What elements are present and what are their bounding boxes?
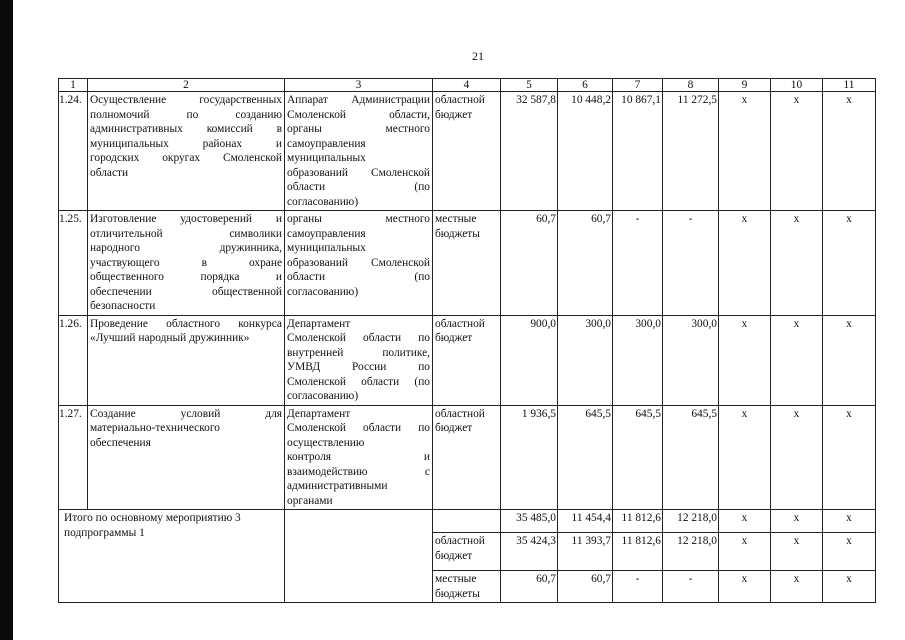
mark-cell-v9: х: [719, 211, 771, 316]
value-cell-v5: 32 587,8: [501, 92, 558, 211]
activity-name-line: «Лучший народный дружинник»: [90, 332, 250, 344]
value-cell-v8: 11 272,5: [663, 92, 719, 211]
executor-line: внутренней политике,: [287, 346, 430, 359]
activity-name-line: Изготовление удостоверений и: [90, 213, 282, 225]
value-cell-v7: 10 867,1: [613, 92, 663, 211]
mark-cell-v9: х: [719, 405, 771, 510]
value-cell-v7: 300,0: [613, 315, 663, 405]
header-cell: 5: [501, 79, 558, 92]
row-number-cell: 1.24.: [59, 92, 88, 211]
value-cell-v8: 300,0: [663, 315, 719, 405]
value-cell-v6: 11 393,7: [558, 533, 613, 571]
value-cell-v5: 35 485,0: [501, 510, 558, 533]
executor-line: области (по: [287, 181, 430, 193]
table-body: [59, 79, 876, 603]
header-cell: 9: [719, 79, 771, 92]
activity-name-line: обеспечения: [90, 436, 151, 449]
value-cell-v8: -: [663, 211, 719, 316]
mark-cell-v9: х: [719, 510, 771, 533]
mark-cell-v10: х: [771, 405, 823, 510]
activity-name-cell: [88, 211, 285, 316]
header-cell: 1: [59, 79, 88, 92]
mark-cell-v10: х: [771, 533, 823, 571]
activity-name-line: отличительной символики: [90, 227, 282, 240]
funding-source-cell: областной бюджет: [433, 92, 501, 211]
executor-cell: [285, 211, 433, 316]
header-cell: 2: [88, 79, 285, 92]
funding-source-cell: местные бюджеты: [433, 571, 501, 603]
row-number-cell: 1.26.: [59, 315, 88, 405]
page-number: 21: [472, 49, 484, 63]
value-cell-v6: 60,7: [558, 211, 613, 316]
funding-source-cell: областной бюджет: [433, 533, 501, 571]
executor-line: согласованию): [287, 285, 359, 298]
value-cell-v8: 645,5: [663, 405, 719, 510]
executor-line: Аппарат Администрации: [287, 94, 430, 106]
value-cell-v6: 10 448,2: [558, 92, 613, 211]
header-cell: 8: [663, 79, 719, 92]
mark-cell-v10: х: [771, 571, 823, 603]
value-cell-v6: 645,5: [558, 405, 613, 510]
activity-name-line: Проведение областного конкурса: [90, 317, 282, 330]
executor-line: согласованию): [287, 390, 359, 402]
value-cell-v6: 300,0: [558, 315, 613, 405]
activity-name-line: общественного порядка и: [90, 271, 282, 283]
executor-line: Смоленской области по: [287, 422, 430, 434]
executor-line: Департамент: [287, 317, 351, 330]
executor-line: области (по: [287, 271, 430, 283]
mark-cell-v10: х: [771, 315, 823, 405]
executor-line: Департамент: [287, 407, 351, 420]
row-number-cell: 1.25.: [59, 211, 88, 316]
scan-edge-bar: [0, 0, 13, 640]
executor-line: Смоленской области,: [287, 108, 430, 121]
value-cell-v6: 60,7: [558, 571, 613, 603]
executor-line: Смоленской области по: [287, 332, 430, 344]
mark-cell-v9: х: [719, 92, 771, 211]
table-row: [59, 92, 876, 211]
executor-line: согласованию): [287, 195, 359, 208]
row-number-cell: 1.27.: [59, 405, 88, 510]
mark-cell-v11: х: [823, 533, 876, 571]
table-row: [59, 211, 876, 316]
total-executor-cell: [285, 510, 433, 603]
executor-line: органы местного: [287, 213, 430, 225]
value-cell-v5: 900,0: [501, 315, 558, 405]
activity-name-line: Создание условий для: [90, 407, 282, 420]
activity-name-line: обеспечении общественной: [90, 285, 282, 298]
mark-cell-v9: х: [719, 571, 771, 603]
header-cell: 10: [771, 79, 823, 92]
executor-line: муниципальных: [287, 152, 366, 164]
value-cell-v5: 1 936,5: [501, 405, 558, 510]
executor-line: административными: [287, 480, 388, 492]
funding-source-cell: областной бюджет: [433, 405, 501, 510]
activity-name-line: области: [90, 166, 129, 179]
mark-cell-v11: х: [823, 211, 876, 316]
activity-name-line: муниципальных районах и: [90, 137, 282, 150]
executor-line: муниципальных: [287, 242, 366, 254]
executor-cell: [285, 405, 433, 510]
value-cell-v7: 645,5: [613, 405, 663, 510]
funding-source-cell: местные бюджеты: [433, 211, 501, 316]
executor-line: образований Смоленской: [287, 256, 430, 269]
table-row: [59, 315, 876, 405]
executor-line: Смоленской области (по: [287, 375, 430, 388]
mark-cell-v10: х: [771, 510, 823, 533]
activity-name-line: полномочий по созданию: [90, 108, 282, 121]
executor-line: контроля и: [287, 451, 430, 463]
activity-name-line: Осуществление государственных: [90, 94, 282, 106]
funding-source-cell: [433, 510, 501, 533]
activity-name-line: народного дружинника,: [90, 242, 282, 254]
executor-line: образований Смоленской: [287, 166, 430, 179]
value-cell-v5: 60,7: [501, 571, 558, 603]
mark-cell-v9: х: [719, 533, 771, 571]
activity-name-line: городских округах Смоленской: [90, 152, 282, 164]
value-cell-v5: 60,7: [501, 211, 558, 316]
value-cell-v8: 12 218,0: [663, 533, 719, 571]
value-cell-v6: 11 454,4: [558, 510, 613, 533]
activity-name-cell: [88, 92, 285, 211]
header-cell: 7: [613, 79, 663, 92]
executor-line: органами: [287, 494, 333, 507]
value-cell-v7: 11 812,6: [613, 533, 663, 571]
header-cell: 11: [823, 79, 876, 92]
header-cell: 6: [558, 79, 613, 92]
executor-cell: [285, 315, 433, 405]
mark-cell-v10: х: [771, 92, 823, 211]
activity-name-line: материально-технического: [90, 422, 220, 434]
funding-source-cell: областной бюджет: [433, 315, 501, 405]
table-row: [59, 405, 876, 510]
value-cell-v5: 35 424,3: [501, 533, 558, 571]
activity-name-line: участвующего в охране: [90, 256, 282, 269]
value-cell-v7: -: [613, 211, 663, 316]
total-row: [59, 510, 876, 533]
header-cell: 4: [433, 79, 501, 92]
activity-name-line: административных комиссий в: [90, 123, 282, 135]
budget-table: [58, 78, 876, 603]
mark-cell-v11: х: [823, 315, 876, 405]
mark-cell-v11: х: [823, 92, 876, 211]
executor-line: органы местного: [287, 123, 430, 135]
activity-name-cell: [88, 315, 285, 405]
executor-line: УМВД России по: [287, 361, 430, 373]
activity-name-line: безопасности: [90, 300, 156, 312]
executor-line: взаимодействию с: [287, 465, 430, 478]
mark-cell-v11: х: [823, 510, 876, 533]
total-label-cell: Итого по основному мероприятию 3 подпрограммы 1: [59, 510, 285, 603]
value-cell-v8: -: [663, 571, 719, 603]
executor-cell: [285, 92, 433, 211]
value-cell-v7: 11 812,6: [613, 510, 663, 533]
header-cell: 3: [285, 79, 433, 92]
executor-line: самоуправления: [287, 137, 366, 150]
header-row: [59, 79, 876, 92]
value-cell-v7: -: [613, 571, 663, 603]
mark-cell-v10: х: [771, 211, 823, 316]
mark-cell-v11: х: [823, 571, 876, 603]
mark-cell-v9: х: [719, 315, 771, 405]
executor-line: самоуправления: [287, 227, 366, 240]
activity-name-cell: [88, 405, 285, 510]
executor-line: осуществлению: [287, 436, 365, 449]
value-cell-v8: 12 218,0: [663, 510, 719, 533]
mark-cell-v11: х: [823, 405, 876, 510]
